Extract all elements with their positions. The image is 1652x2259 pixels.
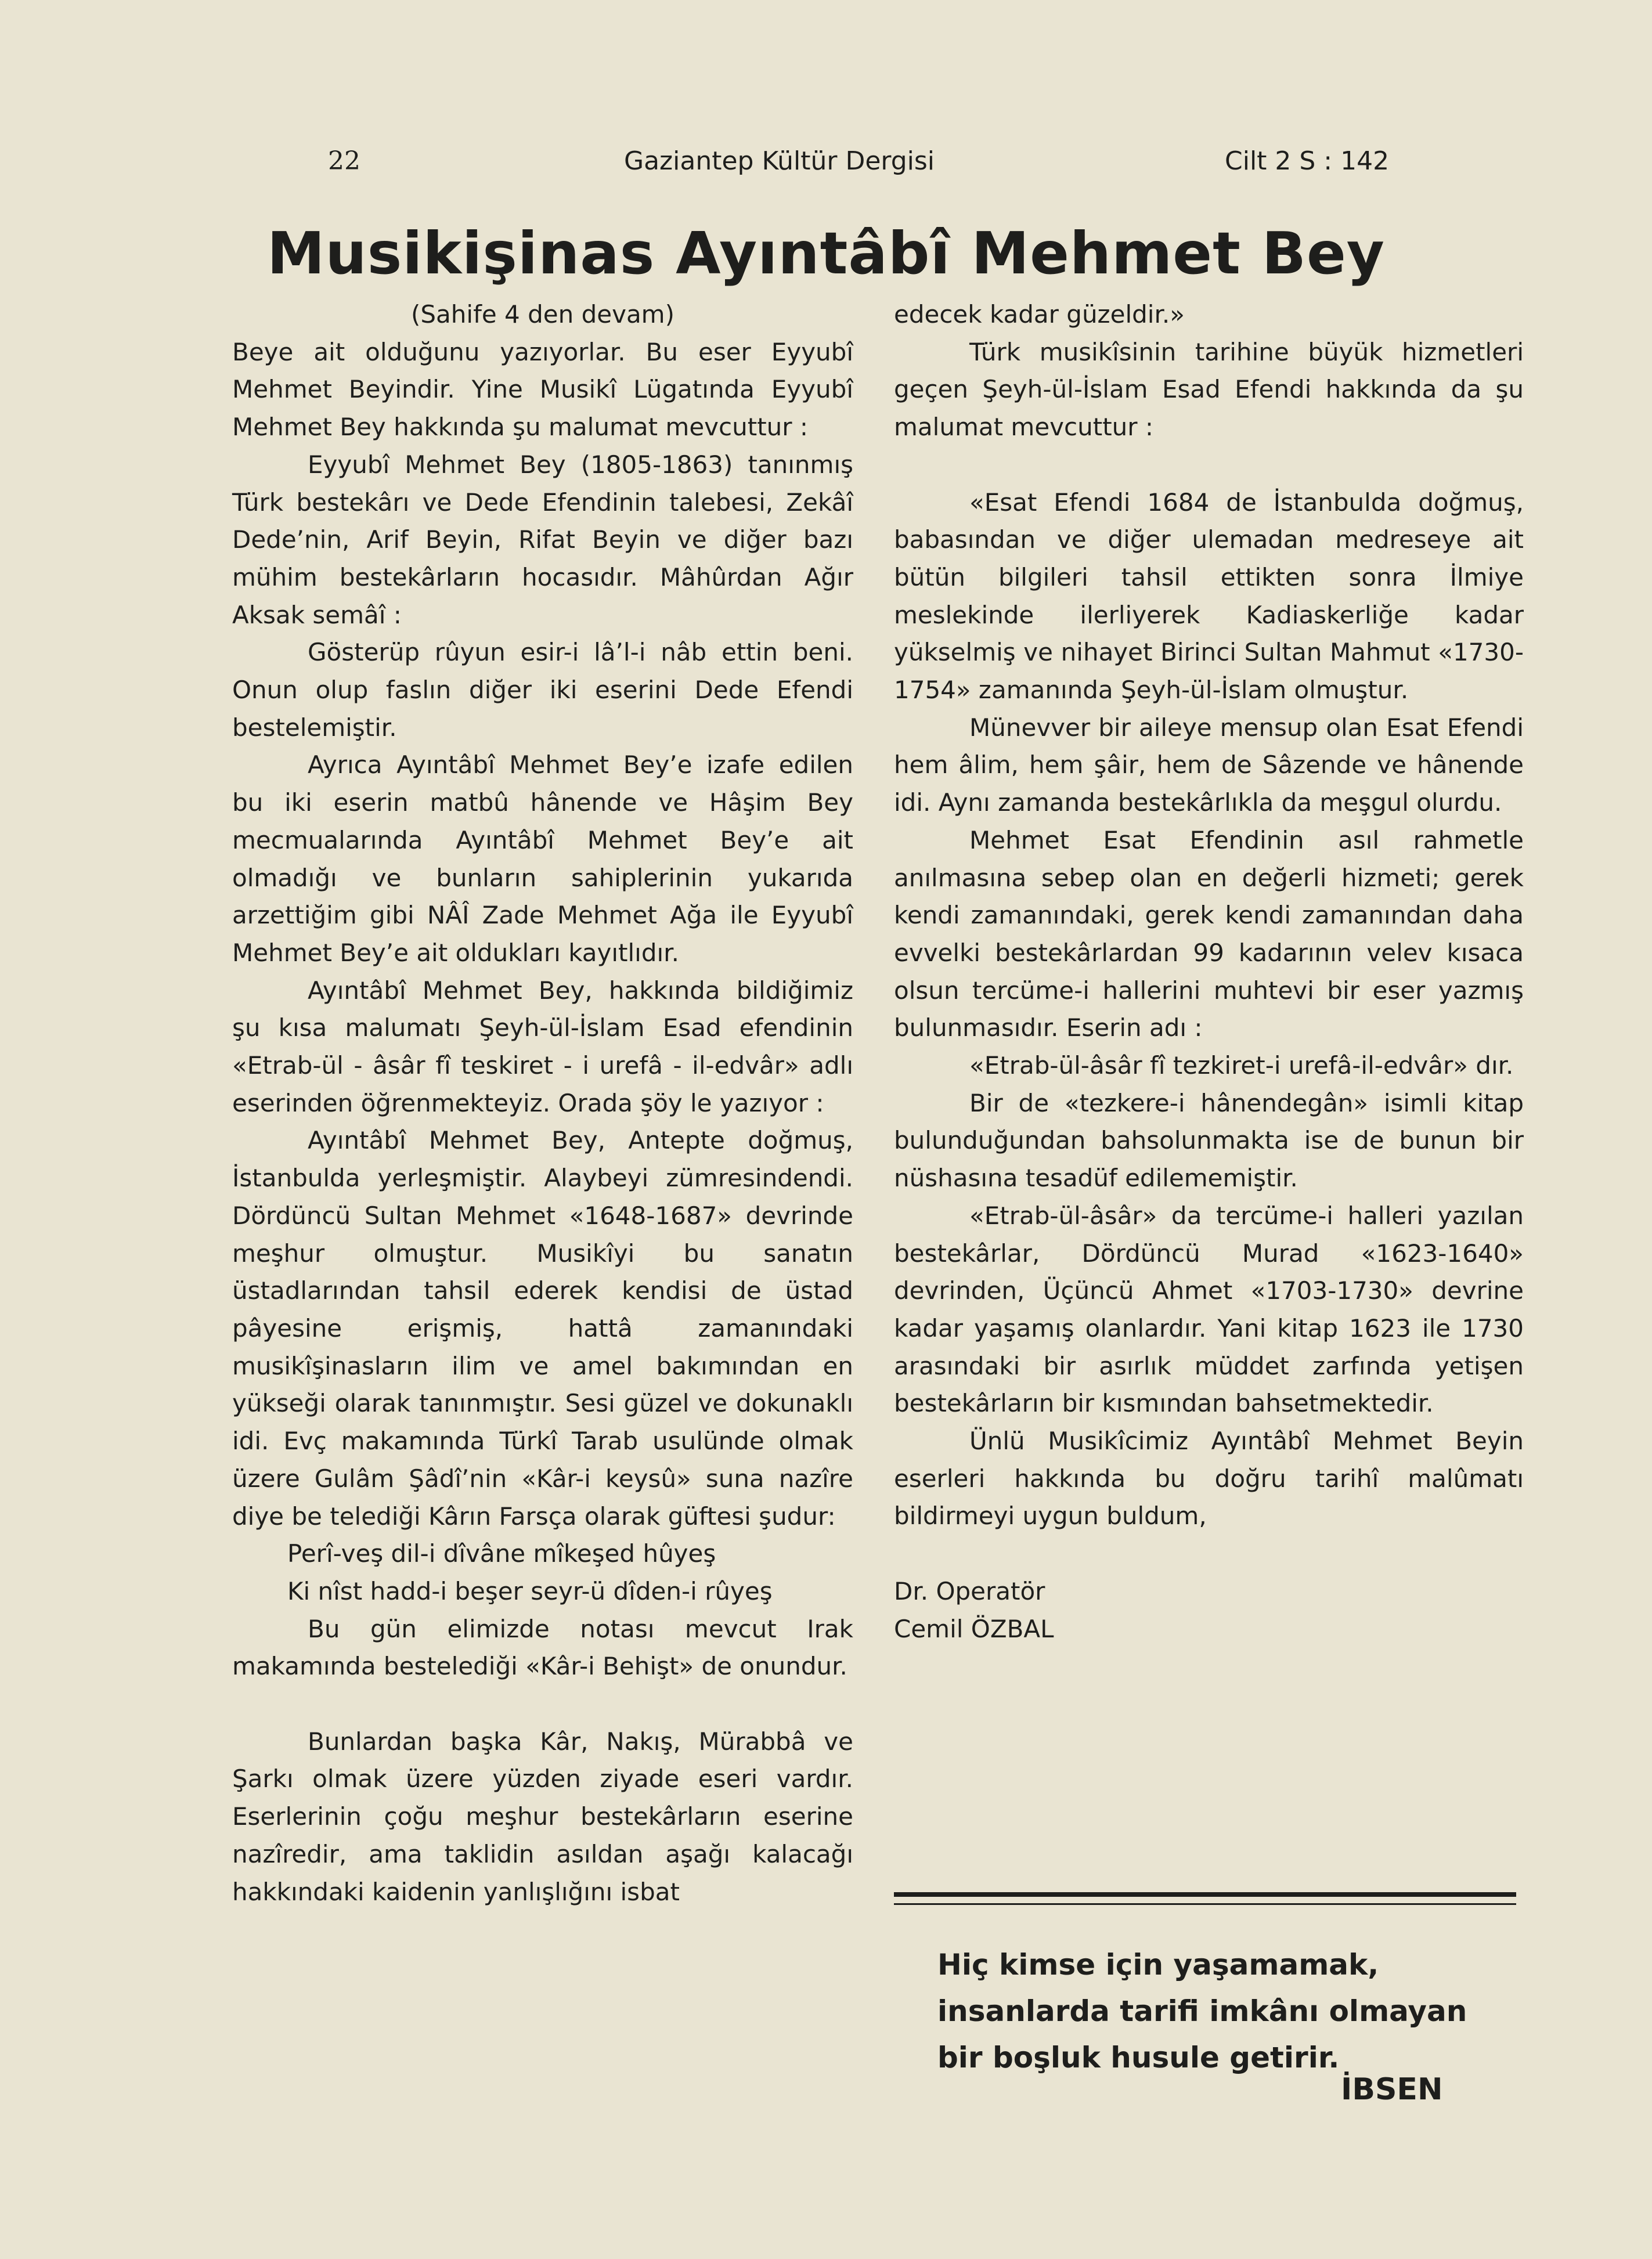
article-title: Musikişinas Ayıntâbî Mehmet Bey <box>267 219 1385 287</box>
right-column <box>894 296 1524 1648</box>
paragraph: «Etrab-ül-âsâr» da tercüme-i halleri yazılan bestekârlar, Dördüncü Murad «1623-1640» devrinden, Üçüncü Ahmet «1703-1730» devrine kadar yaşamış olanlardır. Yani kitap 1623 ile 1730 arasındaki bir asırlık müddet zarfında yetişen bestekârların bir kısmından bahsetmektedir. <box>894 1201 1524 1418</box>
paragraph: Bunlardan başka Kâr, Nakış, Mürabbâ ve Şarkı olmak üzere yüzden ziyade eseri vardır. Eserlerinin çoğu meşhur bestekârların eserine nazîredir, ama taklidin asıldan aşağı kalacağı hakkındaki kaidenin yanlışlığını isbat <box>232 1727 853 1906</box>
quote-text: Hiç kimse için yaşamamak, insanlarda tarifi imkânı olmayan bir boşluk husule getirir. <box>937 1948 1467 2074</box>
page-number: 22 <box>328 146 360 176</box>
paragraph: Bir de «tezkere-i hânendegân» isimli kitap bulunduğundan bahsolunmakta ise de bunun bir nüshasına tesadüf edilememiştir. <box>894 1088 1524 1193</box>
paragraph: Ayrıca Ayıntâbî Mehmet Bey’e izafe edilen bu iki eserin matbû hânende ve Hâşim Bey mecmualarında Ayıntâbî Mehmet Bey’e ait olmadığı ve bunların sahiplerinin yukarıda arzettiğim gibi NÂÎ Zade Mehmet Ağa ile Eyyubî Mehmet Bey’e ait oldukları kayıtlıdır. <box>232 750 853 967</box>
paragraph-gap <box>232 1686 853 1723</box>
paragraph: Bu gün elimizde notası mevcut Irak makamında bestelediği «Kâr-i Behişt» de onundur. <box>232 1614 853 1681</box>
author-title: Dr. Operatör <box>894 1576 1045 1605</box>
quote-author: İBSEN <box>1341 2072 1443 2107</box>
verse-line: Ki nîst hadd-i beşer seyr-ü dîden-i rûyeş <box>287 1576 773 1605</box>
paragraph: Ayıntâbî Mehmet Bey, hakkında bildiğimiz şu kısa malumatı Şeyh-ül-İslam Esad efendinin «Etrab-ül - âsâr fî teskiret - i urefâ - il-edvâr» adlı eserinden öğrenmekteyiz. Orada şöy le yazıyor : <box>232 976 853 1117</box>
paragraph: Türk musikîsinin tarihine büyük hizmetleri geçen Şeyh-ül-İslam Esad Efendi hakkında da şu malumat mevcuttur : <box>894 337 1524 442</box>
paragraph: Mehmet Esat Efendinin asıl rahmetle anılmasına sebep olan en değerli hizmeti; gerek kendi zamanındaki, gerek kendi zamanından daha evvelki bestekârlardan 99 kadarının velev kısaca olsun tercüme-i hallerini muhtevi bir eser yazmış bulunmasıdır. Eserin adı : <box>894 825 1524 1042</box>
section-divider <box>894 1892 1516 1905</box>
left-column <box>232 296 853 1911</box>
paragraph: edecek kadar güzeldir.» <box>894 300 1185 329</box>
paragraph: «Etrab-ül-âsâr fî tezkiret-i urefâ-il-edvâr» dır. <box>969 1051 1514 1080</box>
paragraph: Ayıntâbî Mehmet Bey, Antepte doğmuş, İstanbulda yerleşmiştir. Alaybeyi zümresindendi. Dördüncü Sultan Mehmet «1648-1687» devrinde meşhur olmuştur. Musikîyi bu sanatın üstadlarından tahsil ederek kendisi de üstad pâyesine erişmiş, hattâ zamanındaki musikîşinasların ilim ve amel bakımından en yükseği olarak tanınmıştır. Sesi güzel ve dokunaklı idi. Evç makamında Türkî Tarab usulünde olmak üzere Gulâm Şâdî’nin «Kâr-i keysû» suna nazîre diye be telediği Kârın Farsça olarak güftesi şudur: <box>232 1126 853 1531</box>
journal-name: Gaziantep Kültür Dergisi <box>624 146 935 176</box>
paragraph-gap <box>894 1535 1524 1573</box>
paragraph: «Esat Efendi 1684 de İstanbulda doğmuş, babasından ve diğer ulemadan medreseye ait bütün bilgileri tahsil ettikten sonra İlmiye meslekinde ilerliyerek Kadiaskerliğe kadar yükselmiş ve nihayet Birinci Sultan Mahmut «1730-1754» zamanında Şeyh-ül-İslam olmuştur. <box>894 488 1524 705</box>
paragraph: Münevver bir aileye mensup olan Esat Efendi hem âlim, hem şâir, hem de Sâzende ve hânende idi. Aynı zamanda bestekârlıkla da meşgul olurdu. <box>894 713 1524 817</box>
paragraph-gap <box>894 446 1524 484</box>
paragraph: Ünlü Musikîcimiz Ayıntâbî Mehmet Beyin eserleri hakkında bu doğru tarihî malûmatı bildirmeyi uygun buldum, <box>894 1427 1524 1531</box>
verse-line: Perî-veş dil-i dîvâne mîkeşed hûyeş <box>287 1539 716 1568</box>
paragraph: Eyyubî Mehmet Bey (1805-1863) tanınmış Türk bestekârı ve Dede Efendinin talebesi, Zekâî Dede’nin, Arif Beyin, Rifat Beyin ve diğer bazı mühim bestekârların hocasıdır. Mâhûrdan Ağır Aksak semâî : <box>232 450 853 629</box>
author-name: Cemil ÖZBAL <box>894 1614 1054 1643</box>
continuation-note: (Sahife 4 den devam) <box>411 300 674 329</box>
quote-block <box>937 1942 1518 2081</box>
issue-info: Cilt 2 S : 142 <box>1225 146 1390 176</box>
running-header <box>0 146 1652 187</box>
paragraph: Gösterüp rûyun esir-i lâ’l-i nâb ettin beni. Onun olup faslın diğer iki eserini Dede Efendi bestelemiştir. <box>232 638 853 742</box>
paragraph: Beye ait olduğunu yazıyorlar. Bu eser Eyyubî Mehmet Beyindir. Yine Musikî Lügatında Eyyubî Mehmet Bey hakkında şu malumat mevcuttur : <box>232 337 853 442</box>
